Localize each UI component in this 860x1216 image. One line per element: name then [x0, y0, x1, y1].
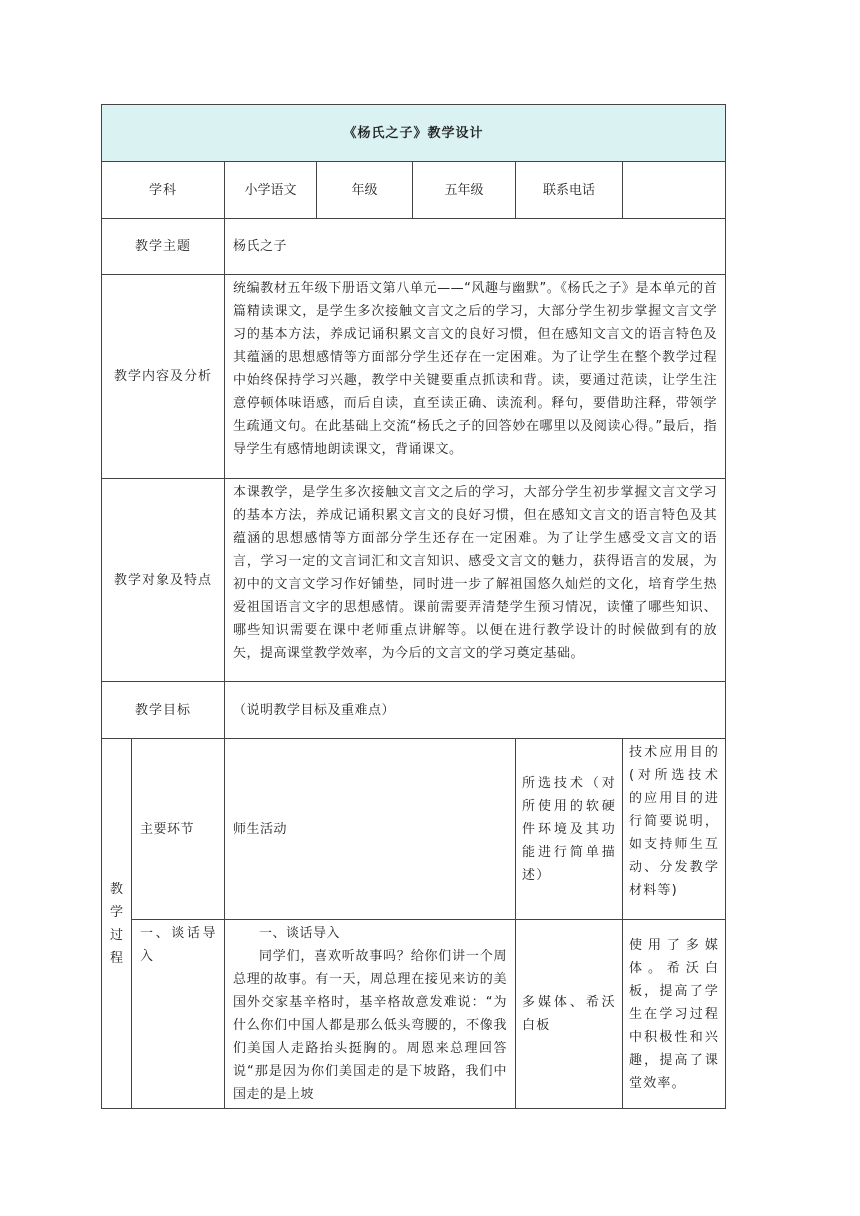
phone-value [623, 162, 726, 219]
target-features-label: 教学对象及特点 [102, 479, 225, 682]
lesson-design-table [101, 104, 726, 1109]
activity-intro [225, 920, 516, 1109]
grade-value: 五年级 [413, 162, 516, 219]
subject-label: 学科 [102, 162, 225, 219]
step-intro: 一、谈话导入 [132, 920, 225, 1109]
theme-label: 教学主题 [102, 219, 225, 275]
grade-label: 年级 [317, 162, 413, 219]
process-side-label: 教 学 过 程 [102, 739, 132, 1109]
purpose-intro: 使用了多媒体。希沃白板，提高了学生在学习过程中积极性和兴趣，提高了课堂效率。 [623, 920, 726, 1109]
tech-intro: 多媒体、希沃白板 [516, 920, 623, 1109]
content-analysis-label: 教学内容及分析 [102, 275, 225, 479]
tech-header: 所选技术（对所使用的软硬件环境及其功能进行简单描述） [516, 739, 623, 920]
purpose-header: 技术应用目的(对所选技术的应用目的进行简要说明，如支持师生互动、分发教学材料等) [623, 739, 726, 920]
subject-value: 小学语文 [225, 162, 317, 219]
theme-value: 杨氏之子 [225, 219, 726, 275]
activity-text: 同学们，喜欢听故事吗？给你们讲一个周总理的故事。有一天，周总理在接见来访的美国外交家基辛格时，基辛格故意发难说：“为什么你们中国人都是那么低头弯腰的，不像我们美国人走路抬头挺胸的。周恩来总理回答说“那是因为你们美国走的是下坡路，我们中国走的是上坡 [233, 949, 507, 1102]
target-features-text: 本课教学，是学生多次接触文言文之后的学习，大部分学生初步掌握文言文学习的基本方法，养成记诵积累文言文的良好习惯，但在感知文言文的语言特色及其蕴涵的思想感情等方面部分学生还存在一定困难。为了让学生感受文言文的语言，学习一定的文言词汇和文言知识、感受文言文的魅力，获得语言的发展，为初中的文言文学习作好铺垫，同时进一步了解祖国悠久灿烂的文化，培育学生热爱祖国语言文字的思想感情。课前需要弄清楚学生预习情况，读懂了哪些知识、哪些知识需要在课中老师重点讲解等。以便在进行教学设计的时候做到有的放矢，提高课堂教学效率，为今后的文言文的学习奠定基础。 [225, 479, 726, 682]
content-analysis-text: 统编教材五年级下册语文第八单元——“风趣与幽默”。《杨氏之子》是本单元的首篇精读课文，是学生多次接触文言文之后的学习，大部分学生初步掌握文言文学习的基本方法，养成记诵积累文言文的良好习惯，但在感知文言文的语言特色及其蕴涵的思想感情等方面部分学生还存在一定困难。为了让学生在整个教学过程中始终保持学习兴趣，教学中关键要重点抓读和背。读，要通过范读，让学生注意停顿体味语感，而后自读，直至读正确、读流利。释句，要借助注释，带领学生疏通文句。在此基础上交流“杨氏之子的回答妙在哪里以及阅读心得。”最后，指导学生有感情地朗读课文，背诵课文。 [225, 275, 726, 479]
document-title: 《杨氏之子》教学设计 [102, 105, 726, 162]
phone-label: 联系电话 [516, 162, 623, 219]
activity-heading: 一、谈话导入 [259, 926, 341, 941]
goals-value: （说明教学目标及重难点） [225, 682, 726, 739]
steps-header: 主要环节 [132, 739, 225, 920]
activities-header: 师生活动 [225, 739, 516, 920]
goals-label: 教学目标 [102, 682, 225, 739]
